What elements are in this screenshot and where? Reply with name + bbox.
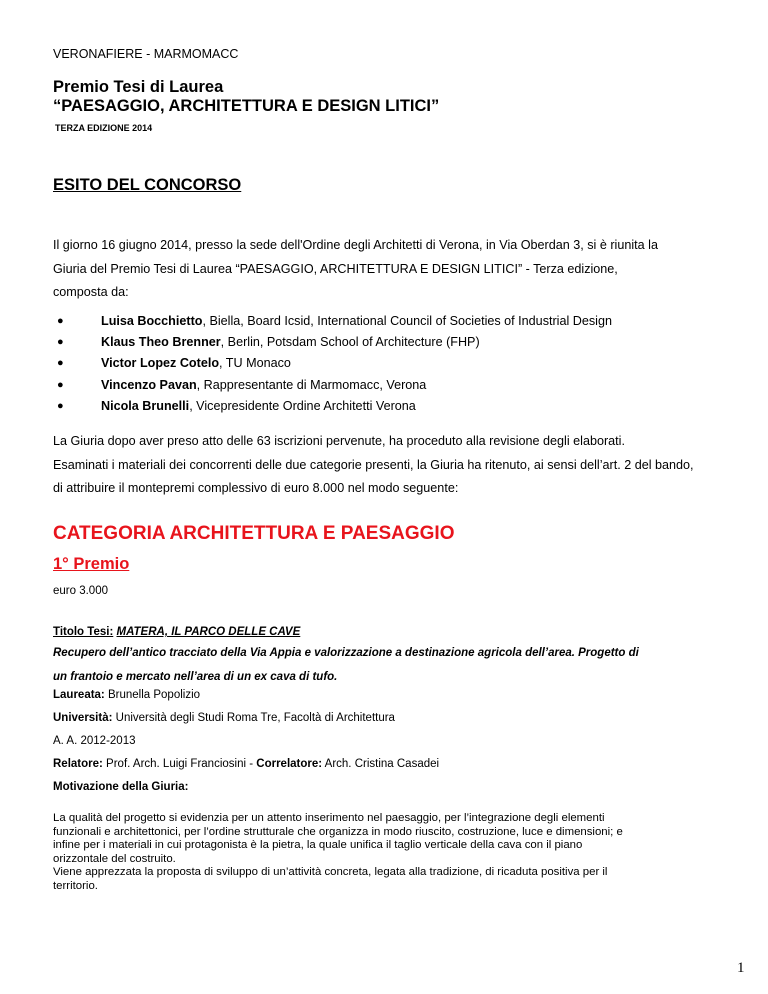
bullet-icon: ● [57, 357, 64, 370]
organization-name: VERONAFIERE - MARMOMACC [53, 47, 239, 61]
intro-line: Il giorno 16 giugno 2014, presso la sede dell'Ordine degli Architetti di Verona, in Via Oberdan 3, si è riunita la [53, 238, 658, 252]
motivation-line: territorio. [53, 879, 98, 892]
jury-member [53, 332, 612, 353]
motivation-line: orizzontale del costruito. [53, 852, 176, 865]
jury-member-detail: , Vicepresidente Ordine Architetti Verona [189, 398, 416, 413]
subtitle-line: un frantoio e mercato nell’area di un ex cava di tufo. [53, 670, 338, 683]
supervisor-line [53, 758, 439, 770]
bullet-icon: ● [57, 399, 64, 412]
bullet-icon: ● [57, 315, 64, 327]
intro-line: composta da: [53, 285, 129, 299]
co-supervisor-value: Arch. Cristina Casadei [322, 758, 440, 770]
motivation-line: infine per i materiali in cui protagonista è la pietra, la quale unifica il taglio verticale della cava con il piano [53, 839, 583, 852]
jury-member-name: Nicola Brunelli [101, 398, 190, 413]
jury-member-detail: , Berlin, Potsdam School of Architecture (FHP) [220, 335, 480, 350]
subtitle-line: Recupero dell’antico tracciato della Via Appia e valorizzazione a destinazione agricola dell’area. Progetto di [53, 647, 639, 659]
motivation-line: funzionali e architettonici, per l’ordine strutturale che organizza in modo riuscito, costruzione, luce e dimensioni; e [53, 825, 623, 838]
motivation-heading: Motivazione della Giuria: [53, 781, 189, 793]
prize-amount: euro 3.000 [53, 585, 108, 597]
jury-member-name: Vincenzo Pavan [101, 377, 197, 392]
jury-member-name: Luisa Bocchietto [101, 314, 203, 328]
jury-member [53, 396, 612, 417]
graduate-value: Brunella Popolizio [104, 689, 201, 701]
graduate-label: Laureata: [53, 689, 105, 701]
page-number: 1 [737, 960, 745, 976]
competition-title: “PAESAGGIO, ARCHITETTURA E DESIGN LITICI” [53, 97, 440, 115]
motivation-line: La qualità del progetto si evidenzia per un attento inserimento nel paesaggio, per l’integrazione degli elementi [53, 812, 605, 824]
jury-member [53, 311, 612, 332]
academic-year: A. A. 2012-2013 [53, 735, 136, 747]
category-title: CATEGORIA ARCHITETTURA E PAESAGGIO [53, 523, 455, 544]
supervisor-value: Prof. Arch. Luigi Franciosini - [102, 758, 257, 770]
jury-member-name: Klaus Theo Brenner [101, 335, 221, 350]
co-supervisor-label: Correlatore: [256, 758, 323, 770]
jury-member [53, 353, 612, 374]
jury-member [53, 375, 612, 396]
intro-line: Giuria del Premio Tesi di Laurea “PAESAGGIO, ARCHITETTURA E DESIGN LITICI” - Terza edizione, [53, 261, 618, 276]
premio-title: Premio Tesi di Laurea [53, 78, 224, 96]
results-heading: ESITO DEL CONCORSO [53, 176, 242, 194]
motivation-text [53, 812, 733, 894]
university-value: Università degli Studi Roma Tre, Facoltà di Architettura [112, 712, 395, 724]
jury-member-detail: , Rappresentante di Marmomacc, Verona [196, 377, 427, 392]
prize-title: 1° Premio [53, 555, 130, 573]
bullet-icon: ● [57, 336, 64, 349]
graduate-line [53, 689, 200, 701]
decision-line: La Giuria dopo aver preso atto delle 63 iscrizioni pervenute, ha proceduto alla revisione degli elaborati. [53, 434, 625, 448]
university-line [53, 712, 395, 724]
thesis-title-value: MATERA, IL PARCO DELLE CAVE [116, 626, 301, 638]
jury-member-name: Victor Lopez Cotelo [101, 356, 220, 371]
intro-paragraph [53, 234, 733, 305]
thesis-title-label: Titolo Tesi: [53, 626, 114, 638]
motivation-line: Viene apprezzata la proposta di sviluppo di un’attività concreta, legata alla tradizione, di ricaduta positiva per il [53, 866, 608, 879]
jury-member-detail: , Biella, Board Icsid, International Council of Societies of Industrial Design [202, 314, 612, 328]
bullet-icon: ● [57, 378, 64, 391]
jury-member-detail: , TU Monaco [219, 356, 291, 371]
university-label: Università: [53, 712, 113, 724]
jury-decision-paragraph [53, 430, 743, 501]
decision-line: di attribuire il montepremi complessivo di euro 8.000 nel modo seguente: [53, 481, 459, 496]
thesis-title-line [53, 626, 300, 638]
jury-list [53, 311, 612, 417]
decision-line: Esaminati i materiali dei concorrenti delle due categorie presenti, la Giuria ha ritenuto, ai sensi dell’art. 2 del bando, [53, 457, 694, 472]
edition-label: TERZA EDIZIONE 2014 [55, 123, 153, 133]
thesis-subtitle [53, 642, 733, 689]
supervisor-label: Relatore: [53, 758, 103, 770]
